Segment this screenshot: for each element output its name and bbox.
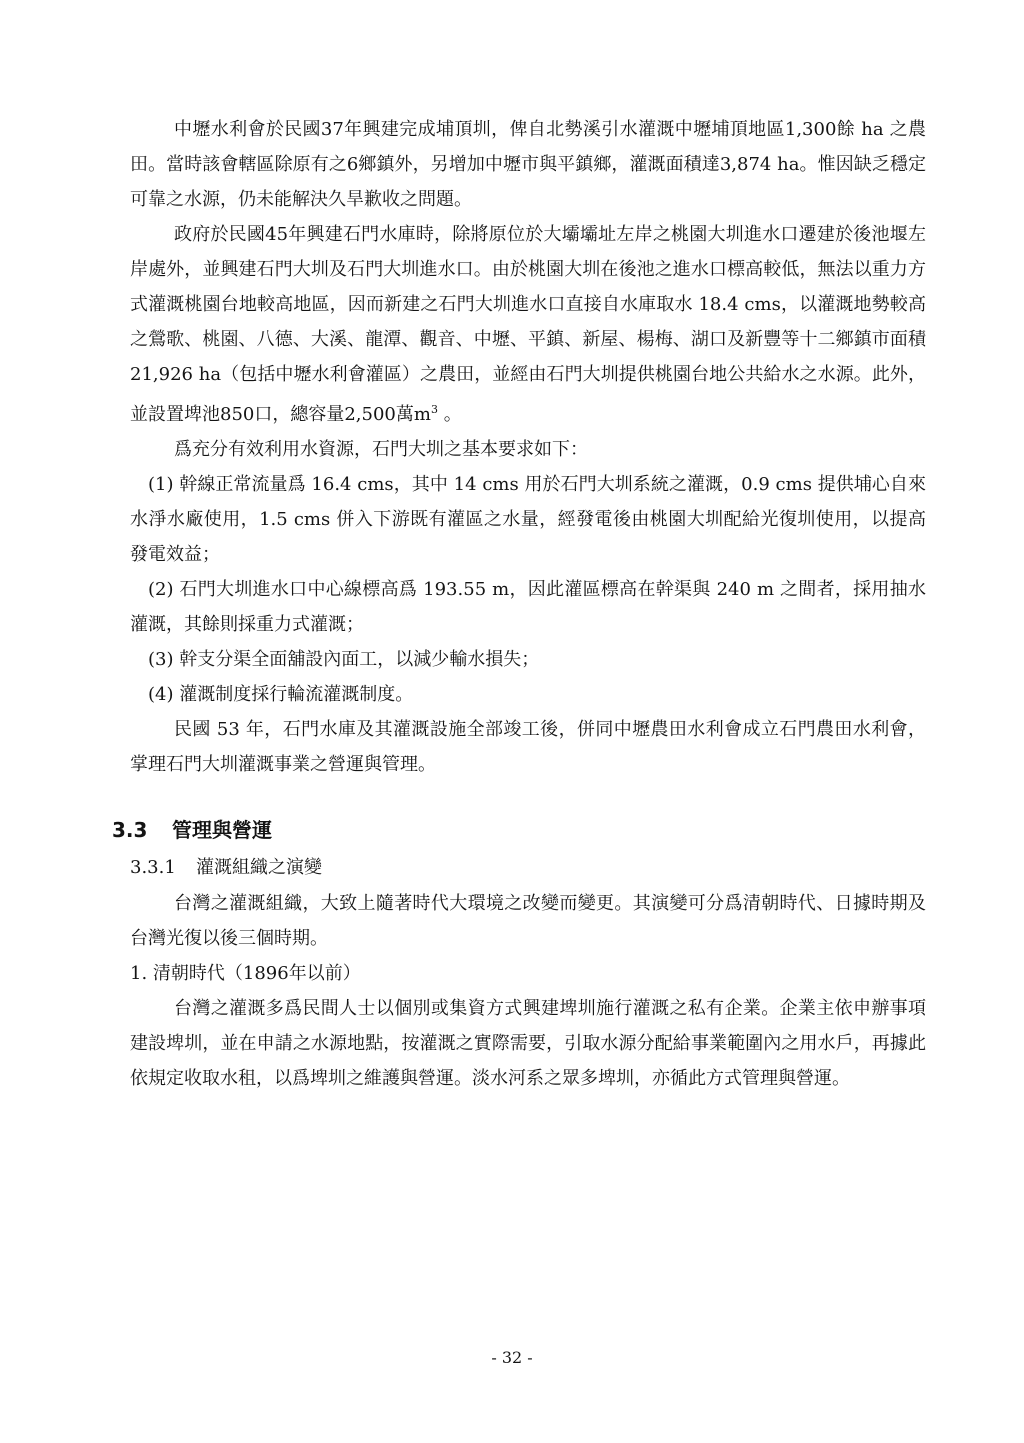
paragraph-completion: 民國 53 年，石門水庫及其灌溉設施全部竣工後，併同中壢農田水利會成立石門農田水利會，掌理石門大圳灌溉事業之營運與管理。 xyxy=(130,719,926,775)
paragraph-end: 。 xyxy=(443,404,462,425)
page-number: - 32 - xyxy=(491,1348,533,1367)
subsection-number: 3.3.1 xyxy=(130,857,176,878)
list-heading-qing: 1. 清朝時代（1896年以前） xyxy=(130,963,361,984)
paragraph-organization: 台灣之灌溉組織，大致上隨著時代大環境之改變而變更。其演變可分爲清朝時代、日據時期及台灣光復以後三個時期。 xyxy=(130,893,926,949)
section-number: 3.3 xyxy=(112,818,148,842)
subsection-heading xyxy=(130,850,926,886)
list-item-1: (1) 幹線正常流量爲 16.4 cms，其中 14 cms 用於石門大圳系統之灌溉，0.9 cms 提供埔心自來水淨水廠使用，1.5 cms 併入下游既有灌區之水量，經發電後由桃園大圳配給光復圳使用，以提高發電效益； xyxy=(130,474,926,565)
subsection-title: 灌溉組織之演變 xyxy=(196,857,322,878)
paragraph-text: 政府於民國45年興建石門水庫時，除將原位於大壩壩址左岸之桃園大圳進水口遷建於後池堰左岸處外，並興建石門大圳及石門大圳進水口。由於桃園大圳在後池之進水口標高較低，無法以重力方式灌溉桃園台地較高地區，因而新建之石門大圳進水口直接自水庫取水 18.4 cms，以灌溉地勢較高之鶯歌、桃園、八德、大溪、龍潭、觀音、中壢、平鎮、新屋、楊梅、湖口及新豐等十二鄉鎮市面積 21,926 ha（包括中壢水利會灌區）之農田，並經由石門大圳提供桃園台地公共給水之水源。此外，並設置埤池850口，總容量2,500萬m xyxy=(130,224,926,425)
paragraph-requirements-intro: 爲充分有效利用水資源，石門大圳之基本要求如下： xyxy=(174,439,588,460)
list-item-4: (4) 灌溉制度採行輪流灌溉制度。 xyxy=(148,684,414,705)
paragraph-shimen-construction xyxy=(130,217,926,432)
section-title: 管理與營運 xyxy=(172,818,272,842)
list-item-3: (3) 幹支分渠全面舖設內面工，以減少輸水損失； xyxy=(148,649,540,670)
page-body xyxy=(112,112,926,1096)
section-heading xyxy=(112,810,926,850)
paragraph-qing: 台灣之灌溉多爲民間人士以個別或集資方式興建埤圳施行灌溉之私有企業。企業主依申辦事項建設埤圳，並在申請之水源地點，按灌溉之實際需要，引取水源分配給事業範圍內之用水戶，再據此依規定收取水租，以爲埤圳之維護與營運。淡水河系之眾多埤圳，亦循此方式管理與營運。 xyxy=(130,998,926,1089)
superscript: 3 xyxy=(430,403,438,416)
list-item-2: (2) 石門大圳進水口中心線標高爲 193.55 m，因此灌區標高在幹渠與 240 m 之間者，採用抽水灌溉，其餘則採重力式灌溉； xyxy=(130,579,926,635)
paragraph-zhongli: 中壢水利會於民國37年興建完成埔頂圳，俾自北勢溪引水灌溉中壢埔頂地區1,300餘 ha 之農田。當時該會轄區除原有之6鄉鎮外，另增加中壢市與平鎮鄉，灌溉面積達3,874 ha。惟因缺乏穩定可靠之水源，仍未能解決久旱歉收之問題。 xyxy=(130,119,926,210)
